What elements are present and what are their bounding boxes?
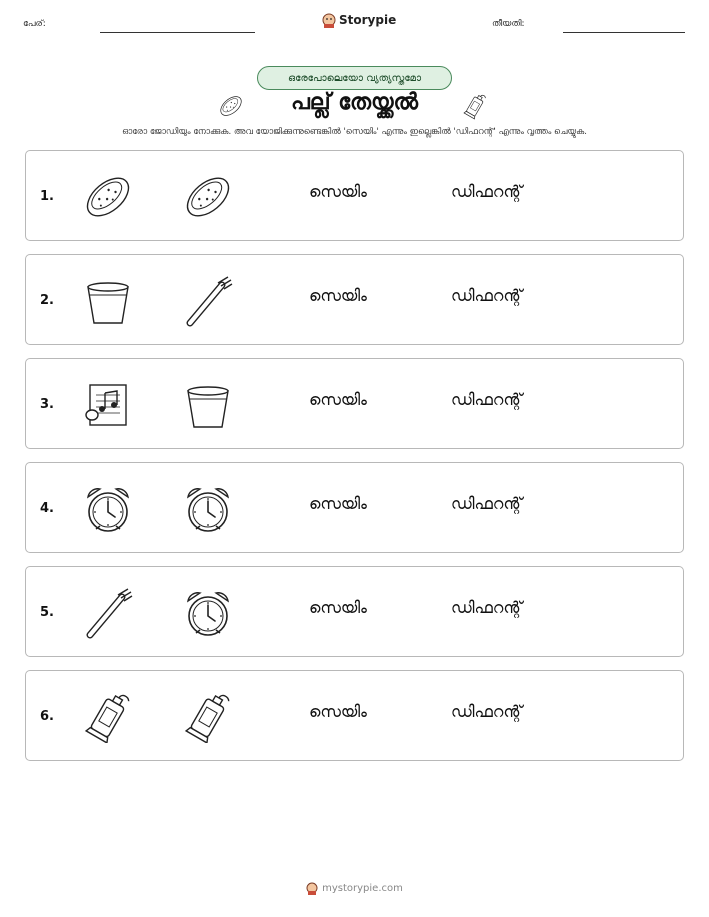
soap-icon xyxy=(82,171,134,223)
alarm-clock-icon xyxy=(182,587,234,639)
date-line[interactable] xyxy=(563,32,685,33)
name-line[interactable] xyxy=(100,32,255,33)
cup-icon xyxy=(182,379,234,431)
soap-icon xyxy=(182,171,234,223)
toothpaste-icon xyxy=(462,92,488,120)
question-row-3 xyxy=(25,358,684,449)
cup-icon xyxy=(82,275,134,327)
different-option[interactable]: ഡിഫറന്റ് xyxy=(451,390,523,409)
question-number: 6. xyxy=(40,709,54,724)
question-number: 1. xyxy=(40,189,54,204)
footer-url[interactable]: mystorypie.com xyxy=(322,882,403,894)
category-badge: ഒരേപോലെയോ വ്യത്യസ്തമോ xyxy=(257,66,452,90)
question-row-1 xyxy=(25,150,684,241)
question-number: 5. xyxy=(40,605,54,620)
storypie-mascot-icon xyxy=(306,881,318,895)
different-option[interactable]: ഡിഫറന്റ് xyxy=(451,598,523,617)
question-number: 4. xyxy=(40,501,54,516)
different-option[interactable]: ഡിഫറന്റ് xyxy=(451,702,523,721)
question-number: 3. xyxy=(40,397,54,412)
music-icon xyxy=(82,379,134,431)
alarm-clock-icon xyxy=(182,483,234,535)
brand-logo xyxy=(322,12,396,28)
question-row-5 xyxy=(25,566,684,657)
page-title: പല്ല് തേയ്ക്കൽ xyxy=(290,90,418,115)
toothpaste-icon xyxy=(182,691,234,743)
question-number: 2. xyxy=(40,293,54,308)
same-option[interactable]: സെയിം xyxy=(309,494,367,513)
toothbrush-icon xyxy=(182,275,234,327)
different-option[interactable]: ഡിഫറന്റ് xyxy=(451,286,523,305)
same-option[interactable]: സെയിം xyxy=(309,702,367,721)
page-footer xyxy=(0,881,709,895)
different-option[interactable]: ഡിഫറന്റ് xyxy=(451,182,523,201)
question-row-6 xyxy=(25,670,684,761)
same-option[interactable]: സെയിം xyxy=(309,286,367,305)
alarm-clock-icon xyxy=(82,483,134,535)
instructions: ഓരോ ജോഡിയും നോക്കുക. അവ യോജിക്കുന്നുണ്ടെങ്കിൽ 'സെയിം' എന്നും ഇല്ലെങ്കിൽ 'ഡിഫറന്റ്' എന്നും വൃത്തം ചെയ്യുക. xyxy=(122,127,587,137)
same-option[interactable]: സെയിം xyxy=(309,390,367,409)
same-option[interactable]: സെയിം xyxy=(309,182,367,201)
name-label: പേര്: xyxy=(23,19,46,29)
question-row-2 xyxy=(25,254,684,345)
toothbrush-icon xyxy=(82,587,134,639)
question-row-4 xyxy=(25,462,684,553)
brand-name: Storypie xyxy=(339,13,397,27)
same-option[interactable]: സെയിം xyxy=(309,598,367,617)
date-label: തീയതി: xyxy=(492,19,525,29)
storypie-mascot-icon xyxy=(322,12,336,28)
different-option[interactable]: ഡിഫറന്റ് xyxy=(451,494,523,513)
toothpaste-icon xyxy=(82,691,134,743)
page-header xyxy=(0,0,709,40)
